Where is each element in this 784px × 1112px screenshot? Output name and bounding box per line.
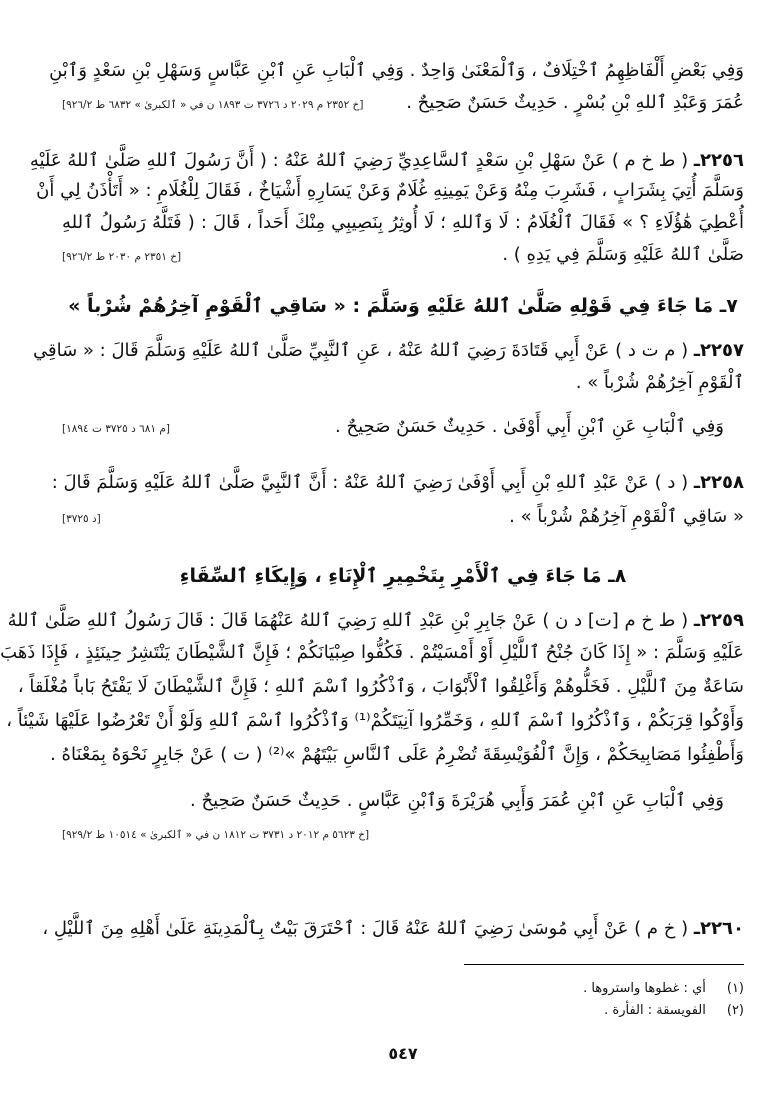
hadith-text: ( ط خ م [ت] د ن ) عَنْ جَابِرِ بْنِ عَبْدِ ٱللهِ رَضِيَ ٱللهُ عَنْهُمَا قَالَ : قَالَ رَسُولُ ٱللهِ صَلَّىٰ ٱللهُ <box>7 610 689 631</box>
hadith-text: ( خ م ) عَنْ أَبِي مُوسَىٰ رَضِيَ ٱللهُ عَنْهُ قَالَ : ٱحْتَرَقَ بَيْتٌ بِٱلْمَدِينَةِ عَلَىٰ أَهْلِهِ مِنَ ٱللَّيْلِ ، <box>42 918 689 939</box>
footnote-text: أي : غطوها واستروها . <box>583 981 706 996</box>
chapter-heading-7: ٧ـ مَا جَاءَ فِي قَوْلِهِ صَلَّىٰ ٱللهُ عَلَيْهِ وَسَلَّمَ : « سَاقِي ٱلْقَوْمِ آخِرُهُمْ شُرْباً » <box>68 295 738 317</box>
hadith-reference: [خ ٢٣٥٢ م ٢٠٢٩ د ٣٧٢٦ ت ١٨٩٣ ن في « ٱلكبرىٰ » ٦٨٣٢ ط ٩٢٦/٢] <box>62 99 364 111</box>
footnote-number: (١) <box>726 981 744 996</box>
hadith-text: ( ط خ م ) عَنْ سَهْلِ بْنِ سَعْدٍ ٱلسَّاعِدِيِّ رَضِيَ ٱللهُ عَنْهُ : ( أَنَّ رَسُولَ ٱللهِ صَلَّىٰ ٱللهُ عَلَيْهِ <box>29 150 689 171</box>
text-line: « سَاقِي ٱلْقَوْمِ آخِرُهُمْ شُرْباً » . <box>509 506 744 527</box>
hadith-reference: [م ٦٨١ د ٣٧٢٥ ت ١٨٩٤] <box>62 423 171 435</box>
hadith-reference: [خ ٢٣٥١ م ٢٠٣٠ ط ٩٢٦/٢] <box>62 251 182 263</box>
hadith-2257-line <box>33 336 744 366</box>
chapter-heading-8: ٨ـ مَا جَاءَ فِي ٱلْأَمْرِ بِتَخْمِيرِ ٱلْإِنَاءِ ، وَإِيكَاءِ ٱلسِّقَاءِ <box>179 565 627 587</box>
hadith-2258-line <box>51 468 744 498</box>
text-line: أُعْطِيَ هَٰؤُلَاءِ ؟ » فَقَالَ ٱلْغُلَامُ : لَا وَٱللهِ ؛ لَا أُوثِرُ بِنَصِيبِي مِنْكَ أَحَداً ، قَالَ : ( فَتَلَّهُ رَسُولُ ٱللهِ <box>62 212 744 233</box>
hadith-2260-line <box>42 914 744 944</box>
footnote-text: الفويسقة : الفأرة . <box>604 1003 706 1018</box>
hadith-number: ٢٢٥٨ـ <box>693 472 744 493</box>
hadith-2259-line <box>7 606 744 636</box>
footnote <box>604 1002 744 1020</box>
hadith-text: ( م ت د ) عَنْ أَبِي قَتَادَةَ رَضِيَ ٱللهُ عَنْهُ ، عَنِ ٱلنَّبِيِّ صَلَّىٰ ٱللهُ عَلَيْهِ وَسَلَّمَ قَالَ : « سَاقِي <box>33 340 689 361</box>
hadith-reference: [خ ٥٦٢٣ م ٢٠١٢ د ٣٧٣١ ت ١٨١٢ ن في « ٱلكبرىٰ » ١٠٥١٤ ط ٩٢٩/٢] <box>62 829 370 841</box>
hadith-text: ( د ) عَنْ عَبْدِ ٱللهِ بْنِ أَبِي أَوْفَىٰ رَضِيَ ٱللهُ عَنْهُ : أَنَّ ٱلنَّبِيَّ صَلَّىٰ ٱللهُ عَلَيْهِ وَسَلَّمَ قَالَ : <box>51 472 689 493</box>
hadith-2256-line <box>29 146 744 176</box>
footnote-number: (٢) <box>726 1003 744 1018</box>
hadith-number: ٢٢٥٧ـ <box>693 340 744 361</box>
text-line: وَسَلَّمَ أُتِيَ بِشَرَابٍ ، فَشَرِبَ مِنْهُ وَعَنْ يَمِينِهِ غُلَامٌ وَعَنْ يَسَارِهِ أَشْيَاخٌ ، فَقَالَ لِلْغُلَامِ : « أَتَأْذَنُ لِي أَنْ <box>36 180 744 201</box>
hadith-number: ٢٢٥٩ـ <box>693 610 744 631</box>
hadith-number: ٢٢٥٦ـ <box>693 150 744 171</box>
text-line: وَفِي ٱلْبَابِ عَنِ ٱبْنِ أَبِي أَوْفَىٰ . حَدِيثٌ حَسَنٌ صَحِيحٌ . <box>335 416 724 437</box>
footnote <box>583 980 744 998</box>
text-line: وَأَوْكُوا قِرَبَكُمْ ، وَٱذْكُرُوا ٱسْمَ ٱللهِ ، وَخَمِّرُوا آنِيَتَكُمْ⁽¹⁾ وَٱذْكُرُوا ٱسْمَ ٱللهِ وَلَوْ أَنْ تَعْرُضُوا عَلَيْهَا شَيْئاً ، <box>6 710 744 731</box>
text-line: ٱلْقَوْمِ آخِرُهُمْ شُرْباً » . <box>575 372 744 393</box>
text-line: عُمَرَ وَعَبْدِ ٱللهِ بْنِ بُسْرٍ . حَدِيثٌ حَسَنٌ صَحِيحٌ . <box>406 92 744 113</box>
hadith-reference: [د ٣٧٢٥] <box>62 513 101 525</box>
footnote-divider <box>464 964 744 965</box>
text-line: سَاعَةٌ مِنَ ٱللَّيْلِ . فَخَلُّوهُمْ وَأَغْلِقُوا ٱلْأَبْوَابَ ، وَٱذْكُرُوا ٱسْمَ ٱللهِ ؛ فَإِنَّ ٱلشَّيْطَانَ لَا يَفْتَحُ بَاباً مُغْلَقاً ، <box>17 676 744 697</box>
text-line: عَلَيْهِ وَسَلَّمَ : « إِذَا كَانَ جُنْحُ ٱللَّيْلِ أَوْ أَمْسَيْتُمْ . فَكُفُّوا صِبْيَانَكُمْ ؛ فَإِنَّ ٱلشَّيْطَانَ يَنْتَشِرُ حِينَئِذٍ ، فَإِذَا ذَهَبَ <box>0 642 744 663</box>
hadith-number: ٢٢٦٠ـ <box>693 918 744 939</box>
text-line: وَفِي بَعْضِ أَلْفَاظِهِمُ ٱخْتِلَافٌ ، وَٱلْمَعْنَىٰ وَاحِدٌ . وَفِي ٱلْبَابِ عَنِ ٱبْنِ عَبَّاسٍ وَسَهْلِ بْنِ سَعْدٍ وَٱبْنِ <box>49 60 744 81</box>
text-line: وَفِي ٱلْبَابِ عَنِ ٱبْنِ عُمَرَ وَأَبِي هُرَيْرَةَ وَٱبْنِ عَبَّاسٍ . حَدِيثٌ حَسَنٌ صَحِيحٌ . <box>190 790 724 811</box>
text-line: وَأَطْفِئُوا مَصَابِيحَكُمْ ، وَإِنَّ ٱلْفُوَيْسِقَةَ تُضْرِمُ عَلَى ٱلنَّاسِ بَيْتَهُمْ »⁽²⁾ ( ت ) عَنْ جَابِرٍ نَحْوَهُ بِمَعْنَاهُ . <box>50 744 744 765</box>
page-number: ٥٤٧ <box>388 1044 418 1063</box>
text-line: صَلَّىٰ ٱللهُ عَلَيْهِ وَسَلَّمَ فِي يَدِهِ ) . <box>502 244 744 265</box>
